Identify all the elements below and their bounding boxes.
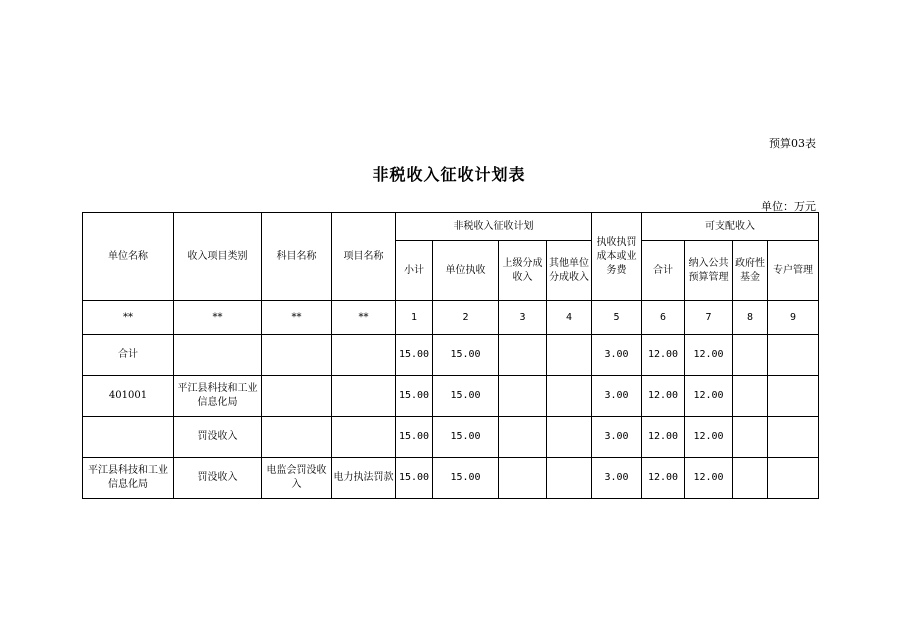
- table-cell: 电监会罚没收入: [262, 458, 332, 499]
- header-enforcement-cost: 执收执罚成本或业务费: [592, 213, 642, 301]
- non-tax-income-table: [82, 212, 819, 499]
- table-cell: [768, 335, 819, 376]
- table-cell: 3.00: [592, 458, 642, 499]
- table-cell: [547, 335, 592, 376]
- table-cell: 3.00: [592, 335, 642, 376]
- table-cell: 15.00: [433, 376, 499, 417]
- table-cell: 8: [733, 301, 768, 335]
- table-cell: 3: [499, 301, 547, 335]
- table-cell: **: [83, 301, 174, 335]
- table-cell: **: [262, 301, 332, 335]
- header-disposable-group: 可支配收入: [642, 213, 819, 241]
- table-cell: [733, 335, 768, 376]
- table-cell: 电力执法罚款: [332, 458, 396, 499]
- table-cell: [83, 417, 174, 458]
- table-cell: 12.00: [685, 335, 733, 376]
- table-cell: [768, 458, 819, 499]
- table-cell: [499, 376, 547, 417]
- index-row: [83, 301, 819, 335]
- table-cell: 15.00: [396, 458, 433, 499]
- table-cell: [768, 376, 819, 417]
- table-cell: 1: [396, 301, 433, 335]
- table-cell: 3.00: [592, 417, 642, 458]
- table-cell: 12.00: [642, 458, 685, 499]
- form-number: 预算03表: [769, 137, 816, 150]
- table-cell: 6: [642, 301, 685, 335]
- table-cell: 3.00: [592, 376, 642, 417]
- table-cell: 12.00: [685, 458, 733, 499]
- header-plan-group: 非税收入征收计划: [396, 213, 592, 241]
- table-cell: 401001: [83, 376, 174, 417]
- header-subtotal: 小计: [396, 241, 433, 301]
- table-cell: [733, 458, 768, 499]
- table-cell: 15.00: [396, 376, 433, 417]
- table-cell: 12.00: [642, 376, 685, 417]
- table-cell: 12.00: [685, 417, 733, 458]
- table-cell: 7: [685, 301, 733, 335]
- table-cell: [768, 417, 819, 458]
- table-body: [83, 301, 819, 499]
- page-title: 非税收入征收计划表: [372, 165, 526, 184]
- table-cell: 9: [768, 301, 819, 335]
- table-cell: [332, 335, 396, 376]
- header-gov-fund: 政府性基金: [733, 241, 768, 301]
- header-total: 合计: [642, 241, 685, 301]
- table-cell: 15.00: [433, 417, 499, 458]
- table-cell: [174, 335, 262, 376]
- table-cell: [499, 335, 547, 376]
- table-cell: **: [332, 301, 396, 335]
- table-cell: 15.00: [396, 417, 433, 458]
- table-cell: [547, 417, 592, 458]
- header-unit-collect: 单位执收: [433, 241, 499, 301]
- table-row: [83, 376, 819, 417]
- header-upper-share: 上级分成收入: [499, 241, 547, 301]
- table-cell: [262, 417, 332, 458]
- table-cell: [499, 417, 547, 458]
- header-public-budget: 纳入公共预算管理: [685, 241, 733, 301]
- table-cell: 12.00: [685, 376, 733, 417]
- table-cell: [733, 376, 768, 417]
- header-special-mgmt: 专户管理: [768, 241, 819, 301]
- table-cell: [547, 458, 592, 499]
- table-row: [83, 458, 819, 499]
- table-cell: 15.00: [433, 335, 499, 376]
- table-cell: 15.00: [433, 458, 499, 499]
- table-cell: [733, 417, 768, 458]
- table-cell: 4: [547, 301, 592, 335]
- table-cell: 罚没收入: [174, 417, 262, 458]
- table-cell: 合计: [83, 335, 174, 376]
- unit-label: 单位：万元: [761, 200, 816, 213]
- table-cell: [332, 376, 396, 417]
- header-income-category: 收入项目类别: [174, 213, 262, 301]
- table-row: [83, 335, 819, 376]
- table-cell: 5: [592, 301, 642, 335]
- header-project-name: 项目名称: [332, 213, 396, 301]
- table-cell: 12.00: [642, 335, 685, 376]
- table-cell: **: [174, 301, 262, 335]
- table-cell: 罚没收入: [174, 458, 262, 499]
- header-other-share: 其他单位分成收入: [547, 241, 592, 301]
- table-row: [83, 417, 819, 458]
- table-cell: 12.00: [642, 417, 685, 458]
- table-cell: [262, 376, 332, 417]
- table-cell: [547, 376, 592, 417]
- header-unit-name: 单位名称: [83, 213, 174, 301]
- table-cell: [499, 458, 547, 499]
- table-cell: 平江县科技和工业信息化局: [83, 458, 174, 499]
- table-cell: 2: [433, 301, 499, 335]
- table-cell: [332, 417, 396, 458]
- table-cell: 平江县科技和工业信息化局: [174, 376, 262, 417]
- table-cell: [262, 335, 332, 376]
- table-cell: 15.00: [396, 335, 433, 376]
- header-subject-name: 科目名称: [262, 213, 332, 301]
